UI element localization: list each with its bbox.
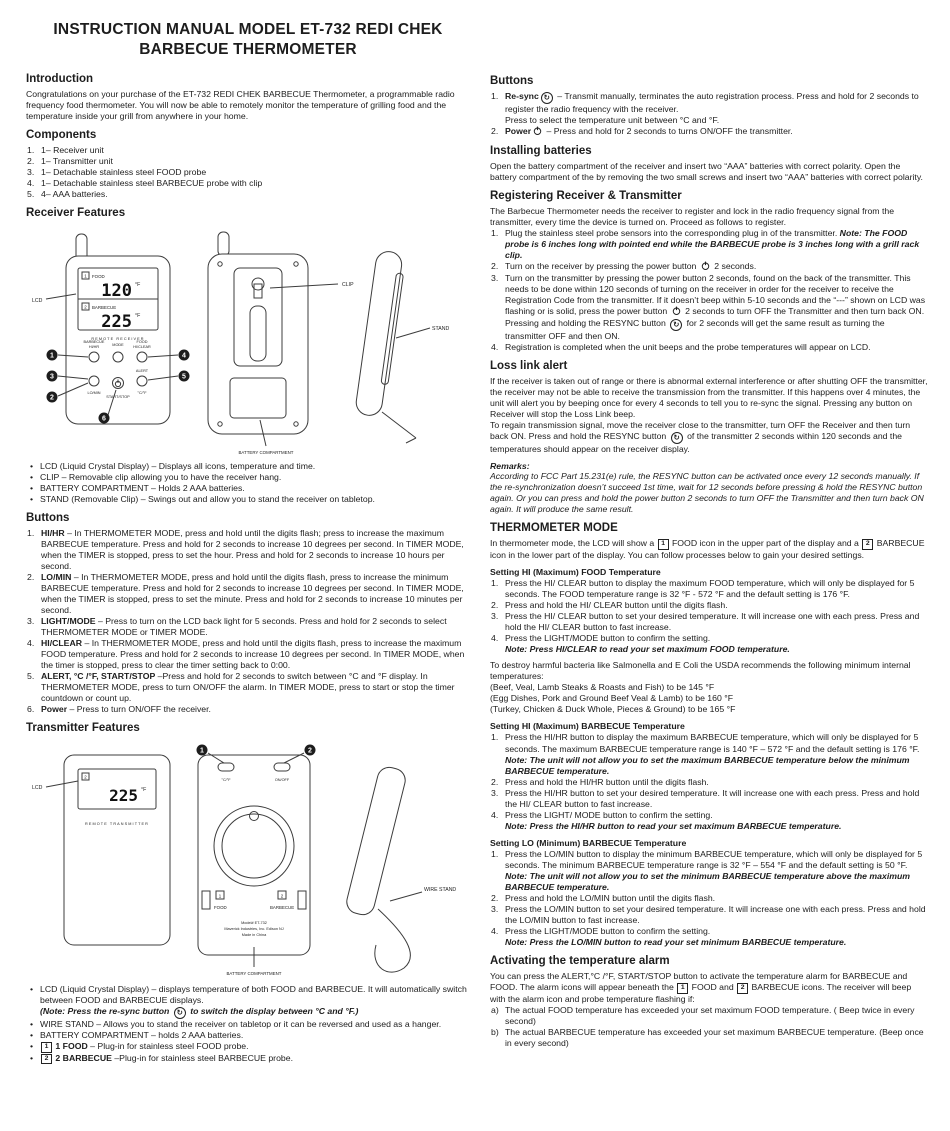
button-text: – Press to turn on the LCD back light for 5 seconds. Press and hold for 2 seconds to select THERMOMETER MODE or TIMER MODE.	[41, 616, 447, 638]
resync-icon: ↻	[541, 92, 553, 104]
button-label: Re-sync	[505, 90, 539, 101]
usda-intro: To destroy harmful bacteria like Salmonella and E Coli the USDA recommends the following minimum internal temperatures:	[490, 660, 911, 682]
button-label: LIGHT/MODE	[41, 616, 96, 627]
button-item-resync	[490, 91, 928, 126]
transmitter-bullet-lcd	[26, 984, 470, 1019]
button-label: HI/CLEAR	[41, 638, 83, 649]
button-item-alert	[26, 671, 470, 704]
heading-buttons-transmitter: Buttons	[490, 75, 534, 87]
lcd-degf-top: °F	[135, 281, 141, 288]
btn-lomin-label: LO/MIN	[87, 390, 101, 395]
step-text: Press the HI/ CLEAR button to set your desired temperature. It will increase one with each press. Press and hold the HI/ CLEAR button to fast increase.	[505, 610, 920, 633]
alarm-conditions	[490, 1005, 928, 1049]
bullet-text: LCD (Liquid Crystal Display) – displays temperature of both FOOD and BARBECUE. It will automatically switch between FOOD and BARBECUE displays.	[40, 984, 467, 1006]
lcd-temp-top: 120	[101, 280, 132, 301]
model-line-1: Model# ET-732	[241, 921, 267, 926]
step	[490, 777, 928, 788]
resync-icon: ↻	[670, 319, 682, 331]
alarm-intro	[490, 971, 928, 1005]
button-text: – Press to turn ON/OFF the receiver.	[67, 704, 211, 715]
receiver-bullet: • STAND (Removable Clip) – Swings out and allow you to stand the receiver on tabletop.	[26, 494, 470, 505]
callout-5: 5	[182, 373, 186, 381]
lcd-label: LCD	[32, 785, 43, 792]
receiver-buttons-list	[26, 528, 470, 716]
button-text: –Press and hold for 2 seconds to switch between °C and °F display. In THERMOMETER MODE, press to turn ON/OFF the alarm. In TIMER MODE, press to start or stop the timer countdown or count up.	[41, 671, 455, 704]
btn-onoff-label: ON/OFF	[274, 778, 290, 783]
component-item: 4– AAA batteries.	[41, 188, 108, 199]
step-text: 2 seconds to turn OFF the Transmitter and then turn back ON. Pressing and holding the RESYNC button	[505, 306, 925, 329]
step	[490, 633, 928, 655]
usda-line: (Beef, Veal, Lamb Steaks & Roasts and Fish) to be 145 °F	[490, 682, 715, 693]
button-item-lightmode	[26, 616, 470, 638]
plug1-label: FOOD	[214, 905, 227, 911]
intro-text: FOOD icon in the upper part of the display and a	[669, 538, 862, 549]
btn-food-label: FOOD	[136, 339, 148, 344]
step-text: Press and hold the HI/ CLEAR button until the digits flash.	[505, 599, 728, 610]
boxed-1-icon: 1	[41, 1042, 52, 1053]
heading-installing-batteries: Installing batteries	[490, 144, 592, 157]
step-text: Press and hold the LO/MIN button until the digits flash.	[505, 893, 716, 904]
button-item-hihr	[26, 528, 470, 572]
boxed-2-icon: 2	[41, 1054, 52, 1065]
step-note: Note: Press the LO/MIN button to read your set minimum BARBECUE temperature.	[505, 937, 847, 948]
callout-4: 4	[182, 352, 186, 360]
power-icon	[701, 261, 710, 273]
transmitter-diagram	[26, 741, 466, 981]
btn-cf-label: °C/°F	[221, 778, 231, 783]
button-label: LO/MIN	[41, 571, 72, 582]
step-text: Plug the stainless steel probe sensors into the corresponding plug in of the transmitter.	[505, 227, 840, 238]
lcd-temp: 225	[109, 786, 138, 806]
transmitter-bullet-food-plug	[26, 1041, 470, 1053]
lcd-tag-2: 2	[84, 774, 87, 780]
remarks-body: According to FCC Part 15.231(e) rule, the RESYNC button can be activated once every 12 seconds manually. If the re-synchronization doesn’t succeed 1st time, wait for 12 seconds before pressing & hold the RESYNC button again. Or you can press and hold the power button 2 seconds to turn OFF the Transmitter and then turn back ON again. It will produce the same result.	[490, 471, 924, 515]
remarks-label: Remarks:	[490, 461, 530, 472]
hi-barbecue-steps	[490, 732, 928, 831]
button-item-power	[26, 704, 470, 715]
lcd-barbecue-num: 2	[84, 304, 87, 310]
stand-label: STAND	[432, 325, 450, 332]
installing-body: Open the battery compartment of the receiver and insert two “AAA” batteries with correct polarity. Open the battery compartment of the by removing the two small screws and insert two “AAA” batteries with correct polarity.	[490, 160, 923, 182]
step-text: Press and hold the HI/HR button until the digits flash.	[505, 776, 709, 787]
lcd-temp-bottom: 225	[101, 311, 132, 332]
step-text: Press the LO/MIN button to display the minimum BARBECUE temperature, which will only be displayed for 5 seconds. The minimum BARBECUE temperature range is 32 °F – 554 °F and the default setting is 50 °F.	[505, 848, 923, 870]
btn-barbecue-label: BARBECUE	[83, 339, 105, 344]
callout-6: 6	[102, 415, 106, 423]
intro-text: You can press the ALERT,°C /°F, START/STOP button to activate the temperature alarm for BARBECUE and FOOD. The alarm icons will appear beneath the	[490, 971, 908, 993]
registering-step-2	[490, 261, 928, 273]
power-icon	[533, 126, 542, 138]
step-text: Press the HI/HR button to set your desired temperature. It will increase one with each press. Press and hold the HI/ CLEAR button to fast increase.	[505, 787, 920, 809]
button-text: – In THERMOMETER MODE, press and hold until the digits flash, press to increase the minimum BARBECUE temperature. Press and hold for 2 seconds to increase 10 degrees per second. In TIMER MODE, when the TIMER is stopped, press to set the minute. Press and hold for 2 seconds to increase 10 minutes per second.	[41, 571, 464, 615]
plug-text: –Plug-in for stainless steel BARBECUE probe.	[111, 1052, 293, 1063]
receiver-diagram	[26, 226, 466, 458]
battery-compartment-label: BATTERY COMPARTMENT	[226, 971, 282, 977]
resync-icon: ↻	[671, 432, 683, 444]
registering-steps	[490, 228, 928, 353]
step-note: Note: The FOOD probe is 6 inches long with pointed end while the BARBECUE probe is 3 inches long with a grill rack clip.	[505, 227, 920, 260]
step	[490, 788, 928, 810]
button-label: Power	[505, 125, 532, 136]
alarm-condition: The actual FOOD temperature has exceeded your set maximum FOOD temperature. ( Beep twice in every second)	[505, 1004, 915, 1026]
plug-text: – Plug-in for stainless steel FOOD probe.	[87, 1041, 249, 1052]
boxed-1-icon: 1	[658, 539, 669, 550]
button-text: – In THERMOMETER MODE, press and hold until the digits flash; press to increase the maximum BARBECUE temperature. Press and hold for 2 seconds to increase 10 degrees per second. In TIMER MODE, when the TIMER is stopped, press to set the hour. Press and hold for 2 seconds to increase 10 hours per second.	[41, 527, 464, 571]
registering-step-4: Registration is completed when the unit beeps and the probe temperatures will appear on LCD.	[505, 342, 871, 353]
btn-cf-label: °C/°F	[137, 390, 147, 395]
loss-link-p2	[490, 420, 928, 455]
registering-step-3	[490, 273, 928, 342]
clip-label: CLIP	[342, 281, 354, 288]
loss-link-text: To regain transmission signal, move the receiver close to the transmitter, turn OFF the Receiver and then turn back ON. Press and hold the RESYNC button	[490, 420, 911, 442]
usda-line: (Turkey, Chicken & Duck Whole, Pieces & Ground) to be 165 °F	[490, 704, 736, 715]
heading-transmitter-features: Transmitter Features	[26, 722, 140, 735]
transmitter-bullet-battery: • BATTERY COMPARTMENT – holds 2 AAA batteries.	[26, 1030, 470, 1041]
transmitter-bullets	[26, 984, 470, 1064]
intro-text: In thermometer mode, the LCD will show a	[490, 538, 657, 549]
component-item: 1– Receiver unit	[41, 144, 104, 155]
button-item-power	[490, 126, 928, 138]
step	[490, 893, 928, 904]
button-label: ALERT, °C /°F, START/STOP	[41, 671, 156, 682]
battery-compartment-label: BATTERY COMPARTMENT	[238, 449, 294, 455]
step-text: Press the HI/ CLEAR button to display the maximum FOOD temperature, which will only be displayed for 5 seconds. The FOOD temperature range is 32 °F - 572 °F and the default setting is 176 °F.	[505, 577, 915, 599]
component-item: 1– Detachable stainless steel BARBECUE probe with clip	[41, 177, 263, 188]
lcd-food-tag: FOOD	[92, 273, 105, 279]
plug1-num: 1	[218, 893, 222, 899]
model-line-3: Made in China	[241, 933, 267, 938]
callout-2: 2	[50, 394, 54, 402]
power-icon	[672, 306, 681, 318]
step	[490, 600, 928, 611]
btn-hihr-label: HI/HR	[88, 344, 100, 349]
lcd-food-num: 1	[84, 273, 87, 279]
step	[490, 578, 928, 600]
plug2-num: 2	[280, 893, 284, 899]
heading-registering: Registering Receiver & Transmitter	[490, 189, 682, 202]
btn-hiclear-label: HI/CLEAR	[133, 344, 151, 349]
step-text: Press the HI/HR button to display the maximum BARBECUE temperature, which will only be displayed for 5 seconds. The maximum BARBECUE temperature range is 140 °F – 572 °F and the default setting is 176 °F.	[505, 732, 920, 754]
callout-3: 3	[50, 373, 54, 381]
components-list	[26, 145, 470, 200]
boxed-2-icon: 2	[737, 983, 748, 994]
left-column	[26, 16, 470, 1131]
step	[490, 849, 928, 893]
button-item-hiclear	[26, 638, 470, 671]
heading-receiver-features: Receiver Features	[26, 206, 126, 219]
button-text: – In THERMOMETER MODE, press and hold until the digits flash, press to increase the maximum FOOD temperature. Press and hold for 2 seconds to increase 10 degrees per second. In TIMER MODE, when the timer is stopped, press to clear the timer setting back to 0:00.	[41, 638, 465, 671]
callout-1: 1	[200, 747, 204, 755]
component-item: 1– Transmitter unit	[41, 155, 113, 166]
bullet-note	[40, 1006, 470, 1019]
right-column	[490, 16, 928, 1131]
introduction-body: Congratulations on your purchase of the ET-732 REDI CHEK BARBECUE Thermometer, a programmable radio frequency food thermometer. You will now be able to remotely monitor the temperature of grilling food and the temperature inside your grill from anywhere in your home.	[26, 88, 455, 121]
subheading-lo-barbecue: Setting LO (Minimum) BARBECUE Temperature	[490, 837, 687, 848]
resync-icon: ↻	[174, 1007, 186, 1019]
button-item-lomin	[26, 572, 470, 616]
remote-receiver-label: REMOTE RECEIVER	[91, 336, 145, 341]
page-title	[26, 20, 470, 61]
lcd-degf: °F	[141, 787, 147, 794]
step	[490, 904, 928, 926]
step	[490, 926, 928, 948]
receiver-bullet: • BATTERY COMPARTMENT – Holds 2 AAA batteries.	[26, 483, 470, 494]
step-note: Note: The unit will not allow you to set the minimum BARBECUE temperature above the maximum BARBECUE temperature.	[505, 871, 910, 893]
step-text: Press the LIGHT/ MODE button to confirm the setting.	[505, 809, 713, 820]
transmitter-buttons-list	[490, 91, 928, 138]
lcd-barbecue-tag: BARBECUE	[92, 304, 117, 310]
step-text: Turn on the transmitter by pressing the power button 2 seconds, found on the back of the transmitter. This needs to be done within 120 seconds of turning on the receiver in order for the receiver to receive the Registration Code from the transmitter. If it doesn’t beep within 5-10 seconds and the “---” shown on LCD was flashing or is solid, press the power button	[505, 272, 926, 317]
subheading-hi-barbecue: Setting HI (Maximum) BARBECUE Temperature	[490, 721, 685, 732]
heading-loss-link: Loss link alert	[490, 360, 568, 373]
button-label: HI/HR	[41, 527, 65, 538]
step	[490, 810, 928, 832]
button-label: Power	[41, 704, 68, 715]
step-text: Press the LIGHT/MODE button to confirm the setting.	[505, 633, 711, 644]
plug-label: 2 BARBECUE	[55, 1052, 112, 1063]
step	[490, 732, 928, 776]
hi-food-steps	[490, 578, 928, 655]
loss-link-p1: If the receiver is taken out of range or there is abnormal external interference or after shutting OFF the transmitter, the receiver may not be able to receive the transmission from the transmitter. If this happens over 4 minutes, the unit will alert you by beeping once for every 4 seconds to tell you to re-sync the signal. Pressing any button on Receiver will stop the Loss Link beep.	[490, 375, 928, 420]
heading-alarm: Activating the temperature alarm	[490, 955, 670, 968]
intro-text: BARBECUE icons. The receiver will beep with the alarm icon and probe temperature flashing if:	[490, 982, 912, 1004]
lcd-label: LCD	[32, 297, 43, 304]
heading-thermometer-mode: THERMOMETER MODE	[490, 522, 618, 535]
note-text: to switch the display between °C and °F.)	[187, 1006, 359, 1017]
registering-intro: The Barbecue Thermometer needs the receiver to register and lock in the radio frequency signal from the transmitter, every time the device is turned on. Proceed as follows to register.	[490, 205, 895, 227]
boxed-1-icon: 1	[677, 983, 688, 994]
usda-line: (Egg Dishes, Pork and Ground Beef Veal & Lamb) to be 160 °F	[490, 693, 733, 704]
alarm-condition: The actual BARBECUE temperature has exceeded your set maximum BARBECUE temperature. (Beep once in every second)	[505, 1026, 924, 1048]
remote-transmitter-label: REMOTE TRANSMITTER	[84, 822, 150, 827]
intro-text: FOOD and	[689, 982, 737, 993]
heading-buttons-receiver: Buttons	[26, 511, 70, 524]
step-note: Note: Press the HI/HR button to read your set maximum BARBECUE temperature.	[505, 820, 842, 831]
callout-1: 1	[50, 352, 54, 360]
title-line-2: BARBECUE THERMOMETER	[139, 41, 357, 59]
thermometer-mode-intro	[490, 538, 928, 561]
lcd-degf-bottom: °F	[135, 312, 141, 319]
btn-mode-label: MODE	[112, 342, 124, 347]
heading-components: Components	[26, 128, 97, 141]
receiver-bullets	[26, 461, 470, 505]
button-text: – Transmit manually, terminates the auto registration process. Press and hold for 2 seconds to register the radio frequency with the receiver.	[505, 90, 919, 114]
btn-startstop-label: START/STOP	[106, 394, 130, 399]
step-note: Note: Press HI/CLEAR to read your set maximum FOOD temperature.	[505, 644, 790, 655]
component-item: 1– Detachable stainless steel FOOD probe	[41, 166, 207, 177]
btn-alert-label: ALERT	[135, 368, 149, 373]
receiver-bullet: • LCD (Liquid Crystal Display) – Displays all icons, temperature and time.	[26, 461, 470, 472]
receiver-bullet: • CLIP – Removable clip allowing you to have the receiver hang.	[26, 472, 470, 483]
wire-stand-label: WIRE STAND	[424, 887, 457, 894]
boxed-2-icon: 2	[862, 539, 873, 550]
step	[490, 611, 928, 633]
plug2-label: BARBECUE	[270, 905, 295, 911]
transmitter-bullet-barbecue-plug	[26, 1053, 470, 1065]
plug-label: 1 FOOD	[55, 1041, 88, 1052]
loss-link-text: of the transmitter 2 seconds within 120 seconds and the temperatures should appear on the receiver display.	[490, 431, 902, 455]
model-line-2: Maverick Industries, Inc. Edison NJ	[224, 927, 284, 932]
subheading-hi-food: Setting HI (Maximum) FOOD Temperature	[490, 566, 661, 577]
intro-text: BARBECUE icon in the lower part of the display. You can follow processes below to gain your desired settings.	[490, 538, 925, 560]
lo-barbecue-steps	[490, 849, 928, 948]
step-note: Note: The unit will not allow you to set the maximum BARBECUE temperature below the minimum BARBECUE temperature.	[505, 754, 910, 776]
heading-introduction: Introduction	[26, 72, 94, 85]
step-text: 2 seconds.	[711, 260, 757, 271]
transmitter-bullet-wirestand: • WIRE STAND – Allows you to stand the receiver on tabletop or it can be reversed and used as a hanger.	[26, 1019, 470, 1030]
step-text: Turn on the receiver by pressing the power button	[505, 260, 699, 271]
registering-step-1	[490, 228, 928, 261]
button-text: – Press and hold for 2 seconds to turns ON/OFF the transmitter.	[544, 125, 793, 136]
transmitter-callouts	[197, 745, 316, 756]
step-text: Press the LIGHT/MODE button to confirm the setting.	[505, 926, 711, 937]
step-text: Press the LO/MIN button to set your desired temperature. It will increase one with each press. Press and hold the LO/MIN button to fast increase.	[505, 904, 926, 926]
note-text: (Note: Press the re-sync button	[40, 1006, 172, 1017]
button-text-2: Press to select the temperature unit between °C and °F.	[505, 114, 720, 125]
title-line-1: INSTRUCTION MANUAL MODEL ET-732 REDI CHEK	[53, 21, 443, 38]
step-text: for 2 seconds will get the same result as turning the transmitter OFF and then ON.	[505, 318, 885, 342]
callout-2: 2	[308, 747, 312, 755]
